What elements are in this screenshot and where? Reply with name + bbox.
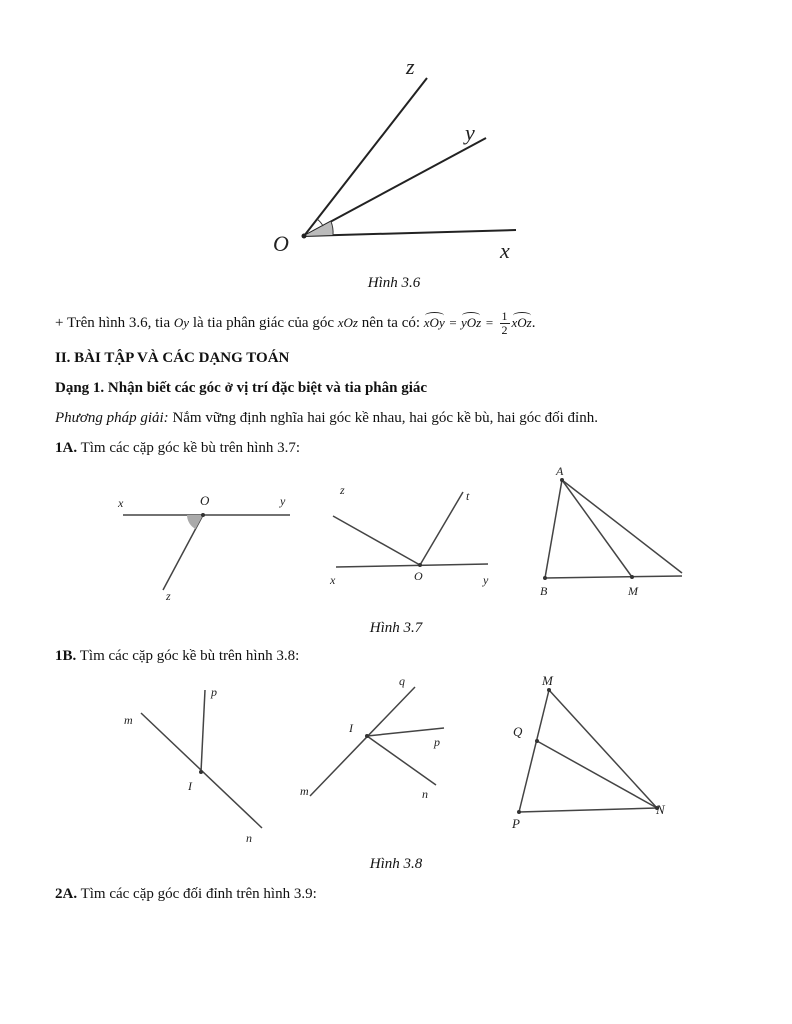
svg-text:I: I bbox=[349, 721, 353, 735]
svg-text:B: B bbox=[540, 584, 548, 598]
point-o bbox=[302, 234, 307, 239]
label-x: x bbox=[500, 238, 510, 263]
svg-text:x: x bbox=[330, 573, 336, 587]
svg-text:p: p bbox=[434, 735, 440, 749]
svg-text:A: A bbox=[556, 464, 564, 478]
svg-text:O: O bbox=[414, 569, 423, 583]
svg-text:t: t bbox=[466, 489, 470, 503]
svg-text:z: z bbox=[166, 589, 171, 603]
svg-text:m: m bbox=[124, 713, 133, 727]
svg-text:Q: Q bbox=[513, 724, 523, 739]
svg-text:M: M bbox=[542, 673, 553, 688]
svg-text:m: m bbox=[300, 784, 309, 798]
ray-ox bbox=[304, 230, 516, 236]
section-heading: II. BÀI TẬP VÀ CÁC DẠNG TOÁN bbox=[55, 350, 290, 366]
label-o: O bbox=[273, 231, 289, 256]
svg-text:z: z bbox=[340, 483, 345, 497]
svg-text:M: M bbox=[628, 584, 638, 598]
figure-3-7 bbox=[0, 460, 792, 610]
caption-3-7: Hình 3.7 bbox=[369, 620, 423, 636]
note-line: + Trên hình 3.6, tia Oy là tia phân giác của góc xOz nên ta có: xOy = yOz = $\frac{1}{2}$ xOz. bbox=[55, 309, 536, 337]
svg-text:N: N bbox=[656, 802, 665, 817]
angle-xoz: xOz bbox=[511, 314, 532, 330]
svg-text:O: O bbox=[200, 493, 210, 508]
ray-oz bbox=[304, 78, 427, 236]
svg-text:n: n bbox=[422, 787, 428, 801]
dang-1-heading: Dạng 1. Nhận biết các góc ở vị trí đặc biệt và tia phân giác bbox=[55, 380, 428, 396]
angle-marker-1 bbox=[317, 219, 323, 226]
method-line: Phương pháp giải: Nắm vững định nghĩa hai góc kề nhau, hai góc kề bù, hai góc đối đỉnh. bbox=[55, 410, 598, 426]
svg-text:q: q bbox=[399, 674, 405, 688]
figure-3-8 bbox=[0, 670, 792, 850]
svg-text:P: P bbox=[512, 816, 520, 831]
svg-text:y: y bbox=[280, 494, 286, 508]
angle-xoy-fill bbox=[304, 222, 333, 237]
figure-3-6 bbox=[260, 52, 540, 267]
svg-text:I: I bbox=[188, 779, 192, 793]
caption-3-6: Hình 3.6 bbox=[367, 275, 421, 291]
angle-xoy: xOy bbox=[423, 314, 445, 330]
caption-3-8: Hình 3.8 bbox=[369, 856, 423, 872]
svg-text:p: p bbox=[211, 685, 217, 699]
exercise-2a: 2A. Tìm các cặp góc đối đỉnh trên hình 3.9: bbox=[55, 886, 317, 902]
label-y: y bbox=[465, 120, 475, 145]
svg-text:x: x bbox=[118, 496, 124, 510]
angle-yoz: yOz bbox=[461, 314, 482, 330]
fraction-half: $\frac{1}{2}$ bbox=[501, 309, 508, 337]
exercise-1a: 1A. Tìm các cặp góc kề bù trên hình 3.7: bbox=[55, 440, 301, 456]
label-z: z bbox=[406, 54, 415, 79]
exercise-1b: 1B. Tìm các cặp góc kề bù trên hình 3.8: bbox=[55, 648, 300, 664]
ray-oy bbox=[304, 138, 486, 236]
svg-text:n: n bbox=[246, 831, 252, 845]
svg-text:y: y bbox=[483, 573, 489, 587]
